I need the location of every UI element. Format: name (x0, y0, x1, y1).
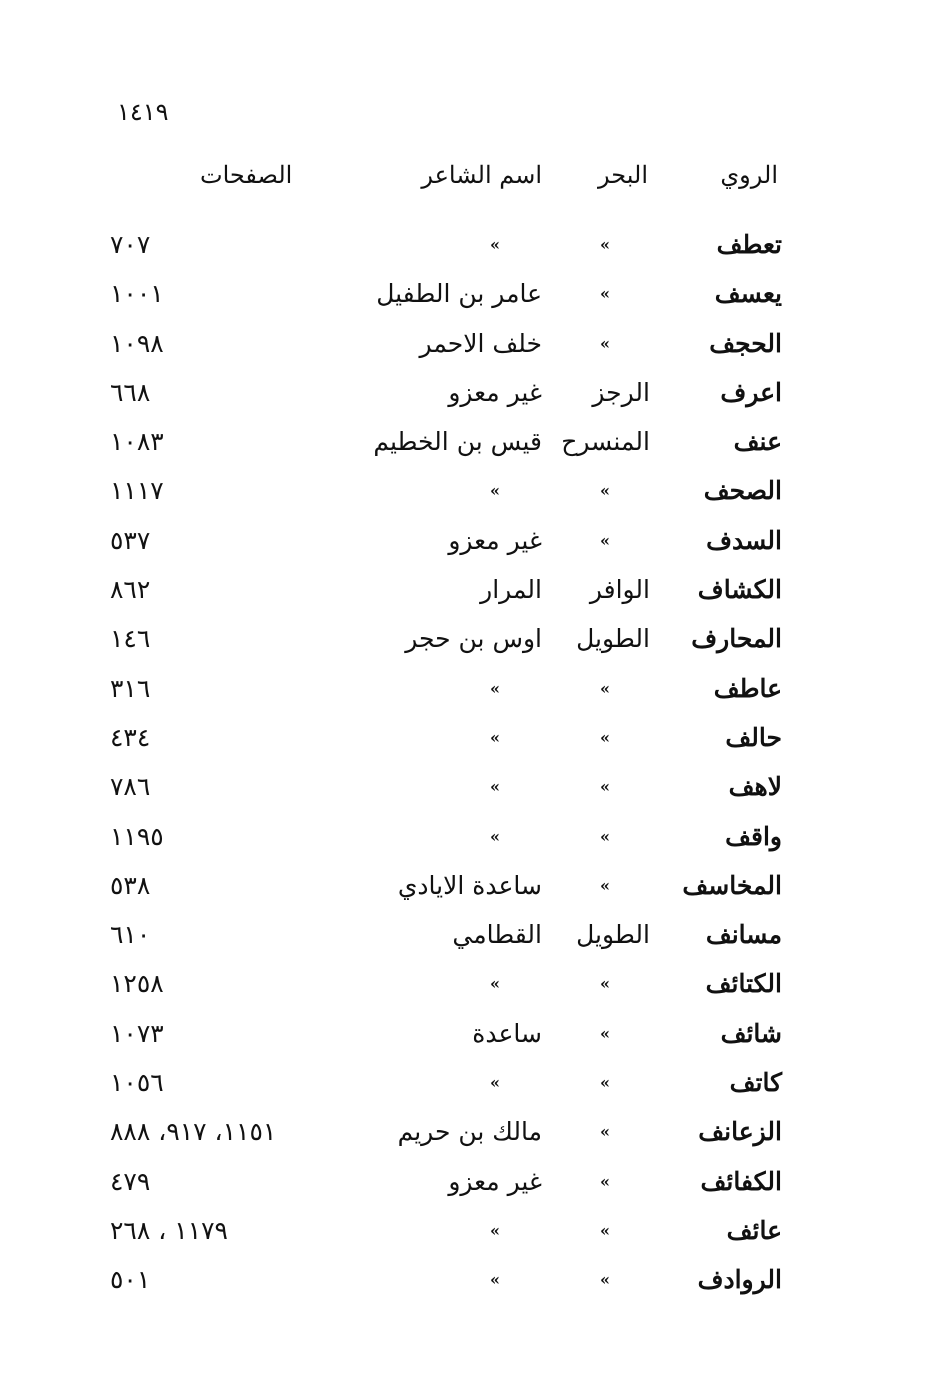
rhyme-cell: كاتف (729, 1068, 782, 1098)
pages-cell: ١٢٥٨ (110, 969, 164, 999)
rhyme-cell: عائف (726, 1215, 782, 1245)
poet-cell: » (490, 777, 500, 797)
meter-cell: الرجز (592, 377, 650, 407)
rhyme-cell: تعطف (716, 230, 782, 259)
rhyme-cell: الروادف (697, 1265, 782, 1295)
pages-cell: ٤٣٤ (110, 722, 151, 752)
table-row (100, 762, 800, 811)
poet-cell: » (490, 727, 500, 747)
rhyme-cell: المخاسف (682, 870, 782, 900)
meter-cell: » (600, 974, 610, 994)
pages-cell: ١٠٨٣ (110, 427, 164, 457)
table-row (100, 466, 800, 515)
pages-cell: ٥٣٨ (110, 870, 151, 900)
meter-cell: » (600, 1171, 610, 1191)
meter-cell: » (600, 284, 610, 304)
table-row (100, 1206, 800, 1255)
meter-cell: » (600, 333, 610, 353)
meter-cell: » (600, 1122, 610, 1142)
pages-cell: ٦١٠ (110, 920, 151, 950)
pages-cell: ١٤٦ (110, 624, 151, 654)
meter-cell: » (600, 826, 610, 846)
table-row (100, 516, 800, 565)
pages-cell: ٥٠١ (110, 1265, 151, 1295)
meter-cell: » (600, 1073, 610, 1093)
meter-cell: الطويل (576, 920, 650, 950)
rhyme-index-table (100, 150, 800, 1305)
meter-cell: » (600, 1023, 610, 1043)
pages-cell: ١٠٩٨ (110, 328, 164, 358)
header-meter: البحر (598, 161, 648, 189)
rhyme-cell: مسانف (705, 920, 782, 950)
poet-cell: غير معزو (448, 377, 542, 407)
pages-cell: ١١٩٥ (110, 821, 164, 851)
poet-cell: » (490, 678, 500, 698)
rhyme-cell: الكفائف (700, 1166, 782, 1196)
pages-cell: ١١٥١، ٩١٧، ٨٨٨ (110, 1117, 277, 1147)
table-body (100, 220, 800, 1305)
meter-cell: » (600, 727, 610, 747)
table-row (100, 614, 800, 663)
rhyme-cell: الصحف (703, 476, 782, 506)
rhyme-cell: الزعانف (698, 1117, 782, 1147)
poet-cell: قيس بن الخطيم (373, 427, 542, 457)
table-row (100, 417, 800, 466)
meter-cell: » (600, 1220, 610, 1240)
table-row (100, 1107, 800, 1156)
poet-cell: ساعدة الايادي (397, 870, 542, 900)
table-row (100, 220, 800, 269)
meter-cell: » (600, 678, 610, 698)
rhyme-cell: المحارف (691, 624, 782, 654)
meter-cell: » (600, 875, 610, 895)
pages-cell: ٨٦٢ (110, 575, 151, 605)
pages-cell: ١٠٧٣ (110, 1018, 164, 1048)
poet-cell: عامر بن الطفيل (376, 279, 542, 309)
pages-cell: ٦٦٨ (110, 377, 151, 407)
table-row (100, 861, 800, 910)
table-row (100, 1157, 800, 1206)
table-row (100, 1009, 800, 1058)
table-row (100, 1255, 800, 1304)
table-row (100, 319, 800, 368)
meter-cell: » (600, 481, 610, 501)
rhyme-cell: الكتائف (705, 969, 782, 999)
rhyme-cell: الكشاف (697, 575, 782, 605)
header-rhyme: الروي (720, 161, 778, 189)
poet-cell: غير معزو (448, 525, 542, 555)
poet-cell: القطامي (452, 920, 542, 950)
table-row (100, 565, 800, 614)
poet-cell: خلف الاحمر (419, 328, 542, 358)
poet-cell: » (490, 1220, 500, 1240)
rhyme-cell: شائف (720, 1018, 782, 1048)
header-pages: الصفحات (200, 161, 293, 189)
pages-cell: ١١١٧ (110, 476, 164, 506)
pages-cell: ٤٧٩ (110, 1166, 151, 1196)
table-row (100, 1058, 800, 1107)
pages-cell: ٧٠٧ (110, 230, 151, 259)
pages-cell: ١٠٥٦ (110, 1068, 164, 1098)
table-row (100, 812, 800, 861)
rhyme-cell: الحجف (709, 328, 782, 358)
meter-cell: المنسرح (561, 427, 650, 457)
table-row (100, 713, 800, 762)
table-row (100, 959, 800, 1008)
poet-cell: » (490, 826, 500, 846)
poet-cell: اوس بن حجر (405, 624, 542, 654)
meter-cell: » (600, 1270, 610, 1290)
rhyme-cell: لاهف (728, 772, 782, 802)
pages-cell: ١١٧٩ ، ٢٦٨ (110, 1215, 228, 1245)
poet-cell: غير معزو (448, 1166, 542, 1196)
header-poet: اسم الشاعر (421, 161, 542, 189)
meter-cell: الوافر (589, 575, 650, 605)
table-header-row (100, 150, 800, 208)
table-row (100, 269, 800, 318)
rhyme-cell: يعسف (714, 279, 782, 309)
meter-cell: الطويل (576, 624, 650, 654)
page-number: ١٤١٩ (117, 98, 169, 126)
table-row (100, 910, 800, 959)
meter-cell: » (600, 530, 610, 550)
rhyme-cell: السدف (706, 525, 782, 555)
meter-cell: » (600, 235, 610, 254)
rhyme-cell: حالف (725, 722, 782, 752)
pages-cell: ٥٣٧ (110, 525, 151, 555)
poet-cell: ساعدة (472, 1018, 542, 1048)
table-row (100, 368, 800, 417)
rhyme-cell: اعرف (720, 377, 782, 407)
rhyme-cell: عاطف (713, 673, 782, 703)
meter-cell: » (600, 777, 610, 797)
poet-cell: مالك بن حريم (397, 1117, 542, 1147)
poet-cell: » (490, 974, 500, 994)
rhyme-cell: عنف (733, 427, 782, 457)
poet-cell: » (490, 481, 500, 501)
pages-cell: ٣١٦ (110, 673, 151, 703)
poet-cell: » (490, 235, 500, 254)
table-row (100, 664, 800, 713)
rhyme-cell: واقف (725, 821, 782, 851)
poet-cell: » (490, 1073, 500, 1093)
pages-cell: ١٠٠١ (110, 279, 164, 309)
poet-cell: » (490, 1270, 500, 1290)
poet-cell: المرار (480, 575, 542, 605)
pages-cell: ٧٨٦ (110, 772, 151, 802)
